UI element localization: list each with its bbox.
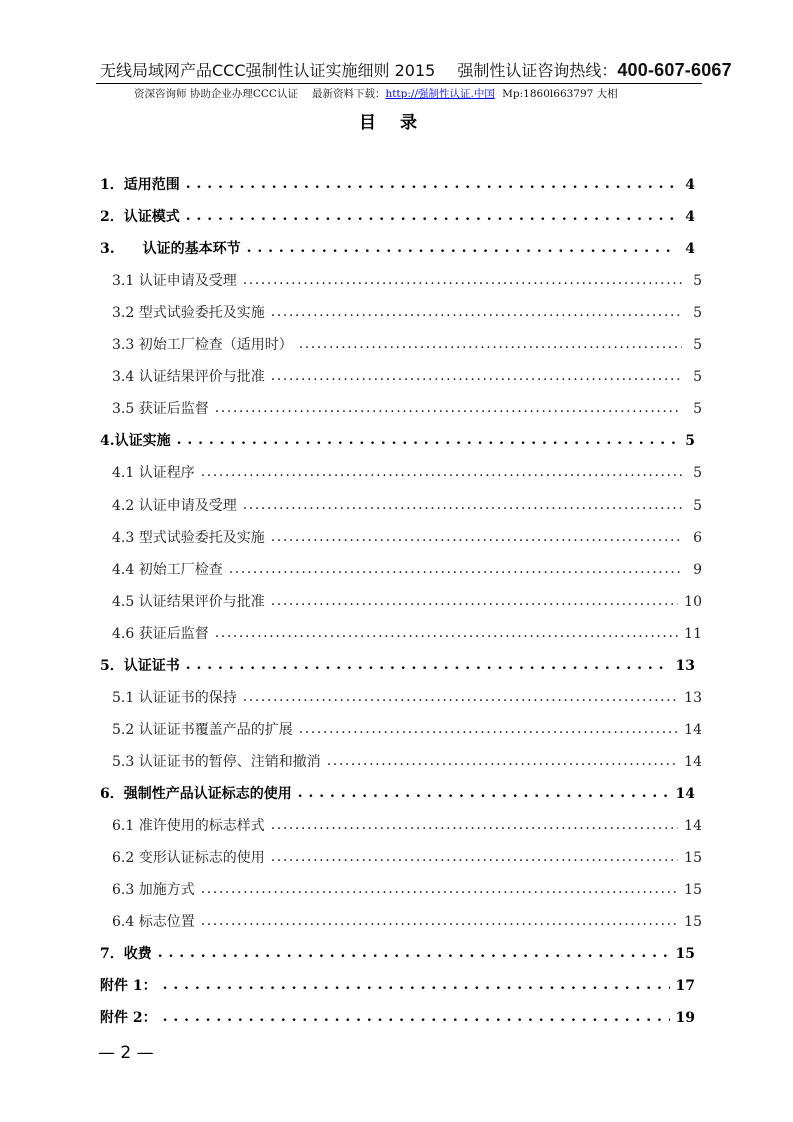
toc-entry-label: 7．收费 <box>100 946 152 963</box>
toc-leader-dots <box>215 622 678 644</box>
toc-entry-label: 4.1 认证程序 <box>112 465 195 482</box>
toc-entry-page: 5 <box>693 337 702 354</box>
toc-entry-page: 19 <box>675 1010 695 1027</box>
toc-entry-page: 15 <box>684 850 702 867</box>
toc-leader-dots <box>299 718 678 740</box>
toc-leader-dots <box>243 686 678 708</box>
toc-leader-dots <box>271 814 678 836</box>
toc-leader-dots <box>271 590 678 612</box>
toc-entry-label: 附件 2： <box>100 1010 157 1027</box>
toc-entry-page: 14 <box>684 721 702 738</box>
toc-entry[interactable] <box>100 206 695 228</box>
toc-entry[interactable] <box>112 879 702 901</box>
document-title: 无线局域网产品CCC强制性认证实施细则 2015 <box>100 61 436 80</box>
toc-entry-label: 6.3 加施方式 <box>112 882 195 899</box>
toc-entry-label: 3.2 型式试验委托及实施 <box>112 305 265 322</box>
toc-entry-page: 5 <box>693 465 702 482</box>
toc-entry-page: 4 <box>685 241 695 258</box>
toc-entry-label: 6.1 准许使用的标志样式 <box>112 818 265 834</box>
toc-entry-label: 5．认证证书 <box>100 657 180 674</box>
toc-entry-page: 15 <box>675 946 695 963</box>
toc-entry[interactable] <box>112 270 702 292</box>
toc-leader-dots <box>327 750 678 772</box>
toc-leader-dots <box>186 205 675 227</box>
toc-entry-page: 15 <box>684 882 702 899</box>
toc-entry[interactable] <box>112 334 702 356</box>
toc-entry-page: 13 <box>675 657 695 674</box>
toc-entry[interactable] <box>112 495 702 517</box>
header-divider <box>96 83 702 84</box>
toc-entry-page: 5 <box>693 497 702 514</box>
toc-entry-label: 3.3 初始工厂检查（适用时） <box>112 337 293 354</box>
toc-entry-page: 15 <box>684 914 702 931</box>
toc-entry-page: 14 <box>684 818 702 834</box>
toc-entry[interactable] <box>112 398 702 420</box>
toc-leader-dots <box>243 269 682 291</box>
consultant-text: 资深咨询师 协助企业办理CCC认证 <box>134 88 298 100</box>
toc-entry-label: 3.5 获证后监督 <box>112 401 209 418</box>
toc-entry-label: 5.2 认证证书覆盖产品的扩展 <box>112 721 293 738</box>
toc-entry[interactable] <box>112 366 702 388</box>
toc-entry-label: 4.2 认证申请及受理 <box>112 497 237 514</box>
toc-entry[interactable] <box>112 559 702 581</box>
toc-entry-label: 2．认证模式 <box>100 209 180 226</box>
toc-entry[interactable] <box>112 462 702 484</box>
toc-leader-dots <box>271 301 682 323</box>
toc-leader-dots <box>163 974 670 996</box>
toc-entry-page: 4 <box>685 177 695 193</box>
toc-entry-page: 14 <box>675 785 695 802</box>
toc-entry-label: 6．强制性产品认证标志的使用 <box>100 785 292 802</box>
toc-entry-page: 9 <box>693 561 702 578</box>
toc-entry-label: 3. 认证的基本环节 <box>100 241 241 258</box>
toc-entry[interactable] <box>112 687 702 709</box>
download-label: 最新资料下载： <box>311 88 386 100</box>
toc-entry[interactable] <box>112 719 702 741</box>
toc-entry[interactable] <box>112 847 702 869</box>
toc-entry-page: 10 <box>684 593 702 610</box>
toc-entry-page: 5 <box>693 369 702 386</box>
toc-entry[interactable] <box>112 591 702 613</box>
toc-leader-dots <box>299 333 682 355</box>
toc-entry-label: 3.4 认证结果评价与批准 <box>112 369 265 386</box>
toc-entry[interactable] <box>112 815 702 837</box>
toc-entry[interactable] <box>112 527 702 549</box>
toc-entry-page: 6 <box>693 529 702 546</box>
mobile-number: Mp:1860l663797 大相 <box>502 88 618 100</box>
toc-leader-dots <box>247 237 675 259</box>
toc-entry-page: 5 <box>693 401 702 418</box>
toc-leader-dots <box>201 878 678 900</box>
toc-entry-label: 5.3 认证证书的暂停、注销和撤消 <box>112 753 321 770</box>
toc-entry-label: 3.1 认证申请及受理 <box>112 273 237 290</box>
toc-entry[interactable] <box>100 1007 695 1029</box>
toc-leader-dots <box>177 429 675 451</box>
toc-entry-page: 13 <box>684 689 702 706</box>
toc-leader-dots <box>298 782 670 804</box>
toc-entry[interactable] <box>112 751 702 773</box>
toc-entry[interactable] <box>112 911 702 933</box>
toc-entry-page: 5 <box>693 273 702 290</box>
toc-entry[interactable] <box>100 783 695 805</box>
hotline-number: 400-607-6067 <box>617 60 732 80</box>
toc-leader-dots <box>186 173 675 195</box>
toc-entry-page: 17 <box>675 978 695 995</box>
toc-entry-page: 11 <box>684 625 702 642</box>
toc-leader-dots <box>215 397 682 419</box>
toc-leader-dots <box>271 365 682 387</box>
toc-entry-label: 附件 1： <box>100 978 157 995</box>
toc-entry-label: 4.6 获证后监督 <box>112 625 209 642</box>
toc-entry[interactable] <box>100 430 695 452</box>
toc-leader-dots <box>158 942 670 964</box>
toc-entry[interactable] <box>100 975 695 997</box>
toc-leader-dots <box>229 558 682 580</box>
toc-leader-dots <box>201 910 678 932</box>
toc-leader-dots <box>271 526 682 548</box>
toc-leader-dots <box>163 1006 670 1028</box>
toc-entry-page: 14 <box>684 753 702 770</box>
toc-title: 目录 <box>359 113 441 133</box>
toc-leader-dots <box>201 461 682 483</box>
toc-entry[interactable] <box>112 302 702 324</box>
toc-entry-label: 4.5 认证结果评价与批准 <box>112 593 265 610</box>
toc-entry[interactable] <box>100 655 695 677</box>
toc-entry-label: 4.3 型式试验委托及实施 <box>112 529 265 546</box>
toc-entry[interactable] <box>100 238 695 260</box>
page-number: — 2 — <box>98 1043 154 1063</box>
toc-entry-label: 5.1 认证证书的保持 <box>112 689 237 706</box>
toc-entry-label: 6.4 标志位置 <box>112 914 195 931</box>
download-link[interactable]: http://强制性认证.中国 <box>385 88 495 100</box>
header-subline <box>134 86 694 101</box>
toc-entry-label: 6.2 变形认证标志的使用 <box>112 850 265 867</box>
toc-entry-label: 4.4 初始工厂检查 <box>112 561 223 578</box>
toc-leader-dots <box>186 654 670 676</box>
toc-entry[interactable] <box>112 623 702 645</box>
toc-entry-label: 4.认证实施 <box>100 433 171 450</box>
toc-entry[interactable] <box>100 174 695 196</box>
toc-entry-page: 4 <box>685 209 695 226</box>
toc-entry[interactable] <box>100 943 695 965</box>
toc-entry-page: 5 <box>693 305 702 322</box>
toc-entry-page: 5 <box>685 433 695 450</box>
toc-leader-dots <box>243 494 682 516</box>
toc-entry-label: 1．适用范围 <box>100 177 180 193</box>
hotline-label: 强制性认证咨询热线： <box>457 61 618 80</box>
toc-leader-dots <box>271 846 678 868</box>
header-title-line <box>100 58 732 81</box>
